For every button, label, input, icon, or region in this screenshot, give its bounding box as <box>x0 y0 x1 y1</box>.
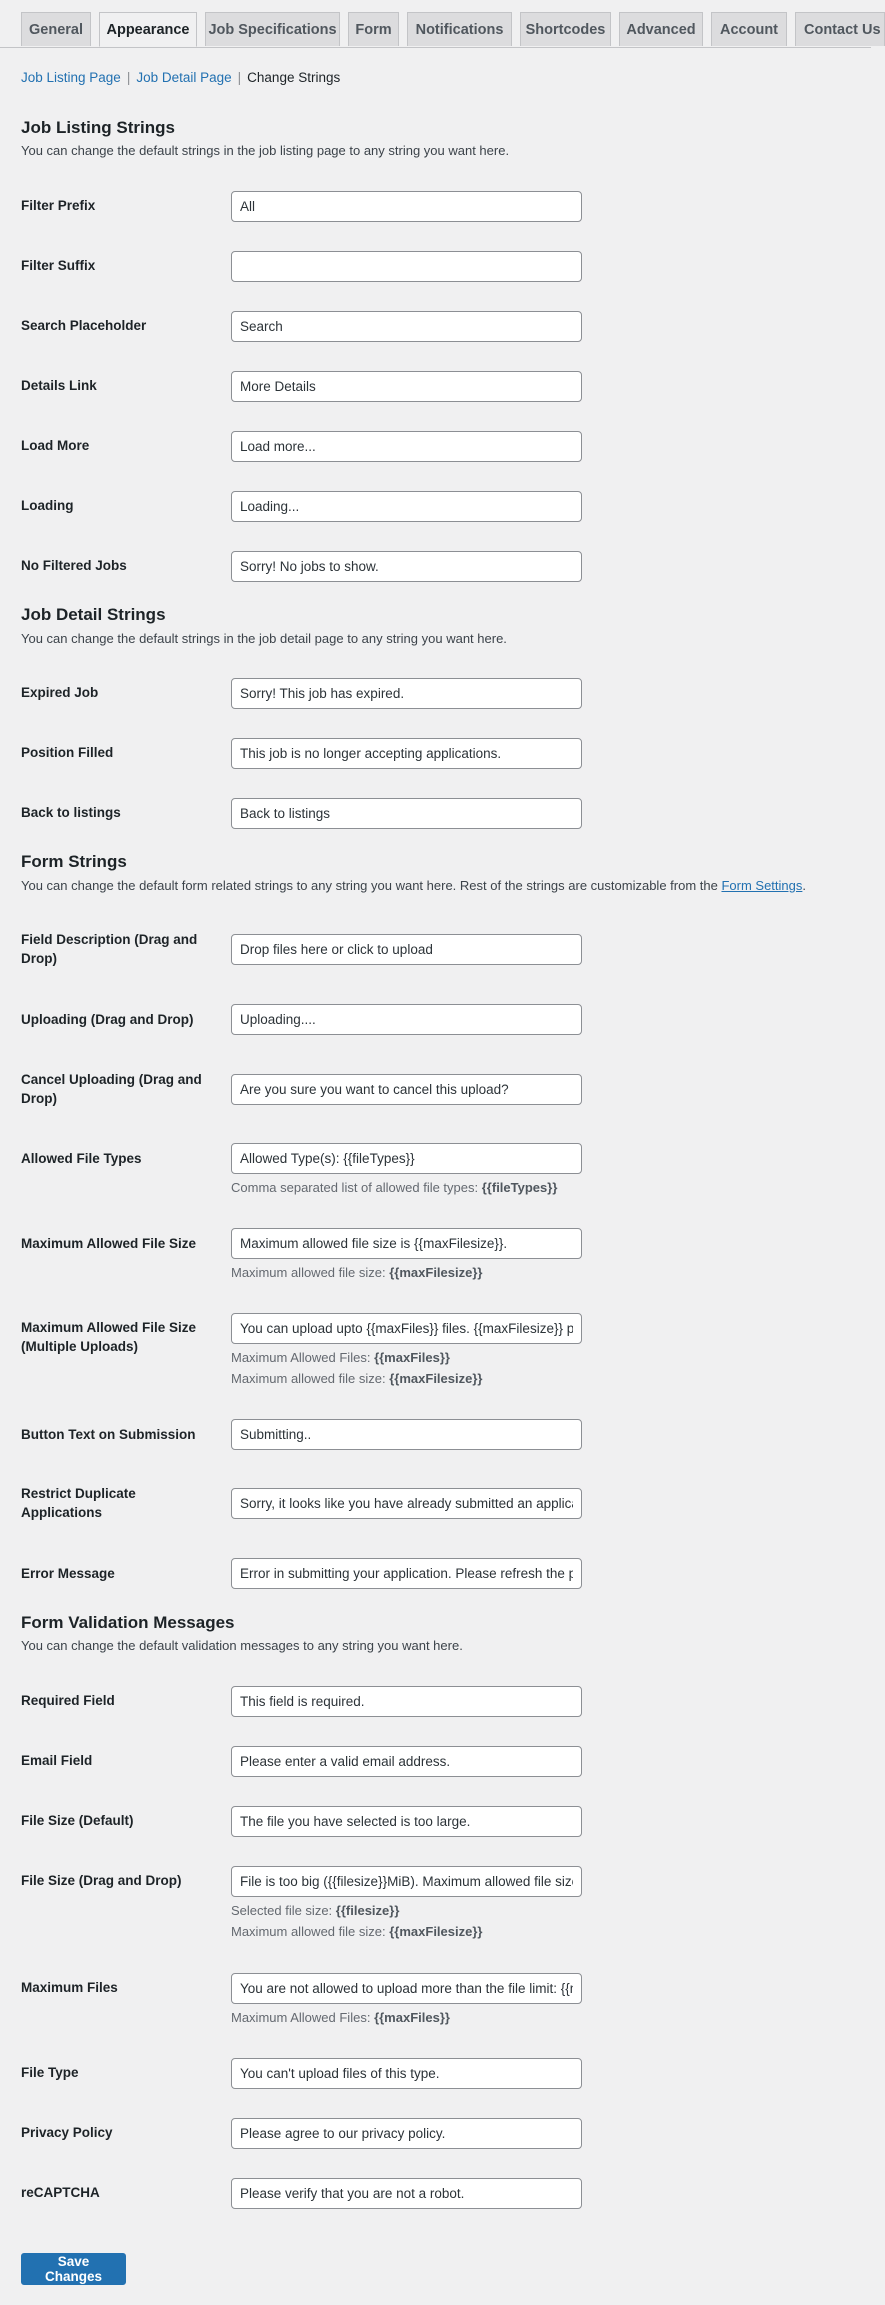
maximum-files-input[interactable] <box>231 1973 582 2004</box>
field-label: Maximum Allowed File Size <box>21 1236 197 1251</box>
button-text-submission-input[interactable] <box>231 1419 582 1450</box>
field-label: reCAPTCHA <box>21 2185 100 2200</box>
tab-notifications[interactable]: Notifications <box>407 12 512 46</box>
file-size-default-input[interactable] <box>231 1806 582 1837</box>
section-title-validation: Form Validation Messages <box>21 1613 235 1632</box>
section-title-form: Form Strings <box>21 852 127 871</box>
field-label: Email Field <box>21 1753 93 1768</box>
section-desc-validation: You can change the default validation messages to any string you want here. <box>21 1638 463 1653</box>
cancel-uploading-input[interactable] <box>231 1074 582 1105</box>
section-title-detail: Job Detail Strings <box>21 605 166 624</box>
field-label: Back to listings <box>21 805 121 820</box>
field-label: Required Field <box>21 1693 115 1708</box>
help-text: Maximum Allowed Files: {{maxFiles}} <box>231 1350 450 1365</box>
section-desc-listing: You can change the default strings in the job listing page to any string you want here. <box>21 143 510 158</box>
field-label: Field Description (Drag and Drop) <box>21 932 198 966</box>
field-label: Search Placeholder <box>21 318 147 333</box>
field-label: Cancel Uploading (Drag and Drop) <box>21 1072 202 1106</box>
help-text: Maximum allowed file size: {{maxFilesize}} <box>231 1371 483 1386</box>
tab-bar <box>0 0 881 48</box>
help-text: Maximum allowed file size: {{maxFilesize}} <box>231 1924 483 1939</box>
field-label: Filter Suffix <box>21 258 96 273</box>
privacy-policy-input[interactable] <box>231 2118 582 2149</box>
restrict-duplicate-input[interactable] <box>231 1488 582 1519</box>
file-size-drag-drop-input[interactable] <box>231 1866 582 1897</box>
file-type-input[interactable] <box>231 2058 582 2089</box>
section-desc-text: You can change the default form related strings to any string you want here. Rest of the strings are customizable from the <box>21 878 718 893</box>
help-text: Maximum Allowed Files: {{maxFiles}} <box>231 2010 450 2025</box>
uploading-input[interactable] <box>231 1004 582 1035</box>
subnav-separator: | <box>237 70 242 85</box>
loading-input[interactable] <box>231 491 582 522</box>
save-changes-button[interactable]: Save Changes <box>21 2253 126 2285</box>
field-description-input[interactable] <box>231 934 582 965</box>
section-title-listing: Job Listing Strings <box>21 118 175 137</box>
tab-contact-us[interactable]: Contact Us <box>795 12 885 46</box>
tab-shortcodes[interactable]: Shortcodes <box>520 12 611 46</box>
subnav-job-listing-page[interactable]: Job Listing Page <box>21 70 121 85</box>
tab-account[interactable]: Account <box>711 12 787 46</box>
filter-suffix-input[interactable] <box>231 251 582 282</box>
field-label: Error Message <box>21 1566 115 1581</box>
subnav-separator: | <box>126 70 131 85</box>
subnav-job-detail-page[interactable]: Job Detail Page <box>136 70 232 85</box>
field-label: Maximum Allowed File Size (Multiple Uploads) <box>21 1320 197 1354</box>
field-label: Filter Prefix <box>21 198 96 213</box>
max-file-size-input[interactable] <box>231 1228 582 1259</box>
field-label: File Size (Drag and Drop) <box>21 1873 182 1888</box>
error-message-input[interactable] <box>231 1558 582 1589</box>
field-label: Allowed File Types <box>21 1151 142 1166</box>
details-link-input[interactable] <box>231 371 582 402</box>
section-desc-period: . <box>802 878 807 893</box>
position-filled-input[interactable] <box>231 738 582 769</box>
load-more-input[interactable] <box>231 431 582 462</box>
field-label: Button Text on Submission <box>21 1427 196 1442</box>
field-label: Uploading (Drag and Drop) <box>21 1012 194 1027</box>
tab-advanced[interactable]: Advanced <box>619 12 703 46</box>
field-label: Privacy Policy <box>21 2125 113 2140</box>
no-filtered-jobs-input[interactable] <box>231 551 582 582</box>
recaptcha-input[interactable] <box>231 2178 582 2209</box>
subnav <box>21 70 340 85</box>
field-label: Loading <box>21 498 74 513</box>
filter-prefix-input[interactable] <box>231 191 582 222</box>
tab-appearance[interactable]: Appearance <box>99 12 197 47</box>
field-label: Restrict Duplicate Applications <box>21 1486 136 1520</box>
field-label: Expired Job <box>21 685 99 700</box>
field-label: No Filtered Jobs <box>21 558 127 573</box>
field-label: File Size (Default) <box>21 1813 134 1828</box>
field-label: Load More <box>21 438 90 453</box>
field-label: Position Filled <box>21 745 114 760</box>
subnav-change-strings: Change Strings <box>247 70 341 85</box>
help-text: Selected file size: {{filesize}} <box>231 1903 400 1918</box>
section-desc-form <box>21 878 806 893</box>
tab-general[interactable]: General <box>21 12 91 46</box>
tab-job-specifications[interactable]: Job Specifications <box>205 12 340 46</box>
required-field-input[interactable] <box>231 1686 582 1717</box>
form-settings-link[interactable]: Form Settings <box>721 878 803 893</box>
field-label: File Type <box>21 2065 79 2080</box>
back-to-listings-input[interactable] <box>231 798 582 829</box>
help-text: Maximum allowed file size: {{maxFilesize}} <box>231 1265 483 1280</box>
section-desc-detail: You can change the default strings in the job detail page to any string you want here. <box>21 631 507 646</box>
expired-job-input[interactable] <box>231 678 582 709</box>
allowed-file-types-input[interactable] <box>231 1143 582 1174</box>
email-field-input[interactable] <box>231 1746 582 1777</box>
tab-form[interactable]: Form <box>348 12 399 46</box>
help-text: Comma separated list of allowed file types: {{fileTypes}} <box>231 1180 558 1195</box>
field-label: Maximum Files <box>21 1980 118 1995</box>
search-placeholder-input[interactable] <box>231 311 582 342</box>
field-label: Details Link <box>21 378 97 393</box>
max-file-size-multiple-input[interactable] <box>231 1313 582 1344</box>
